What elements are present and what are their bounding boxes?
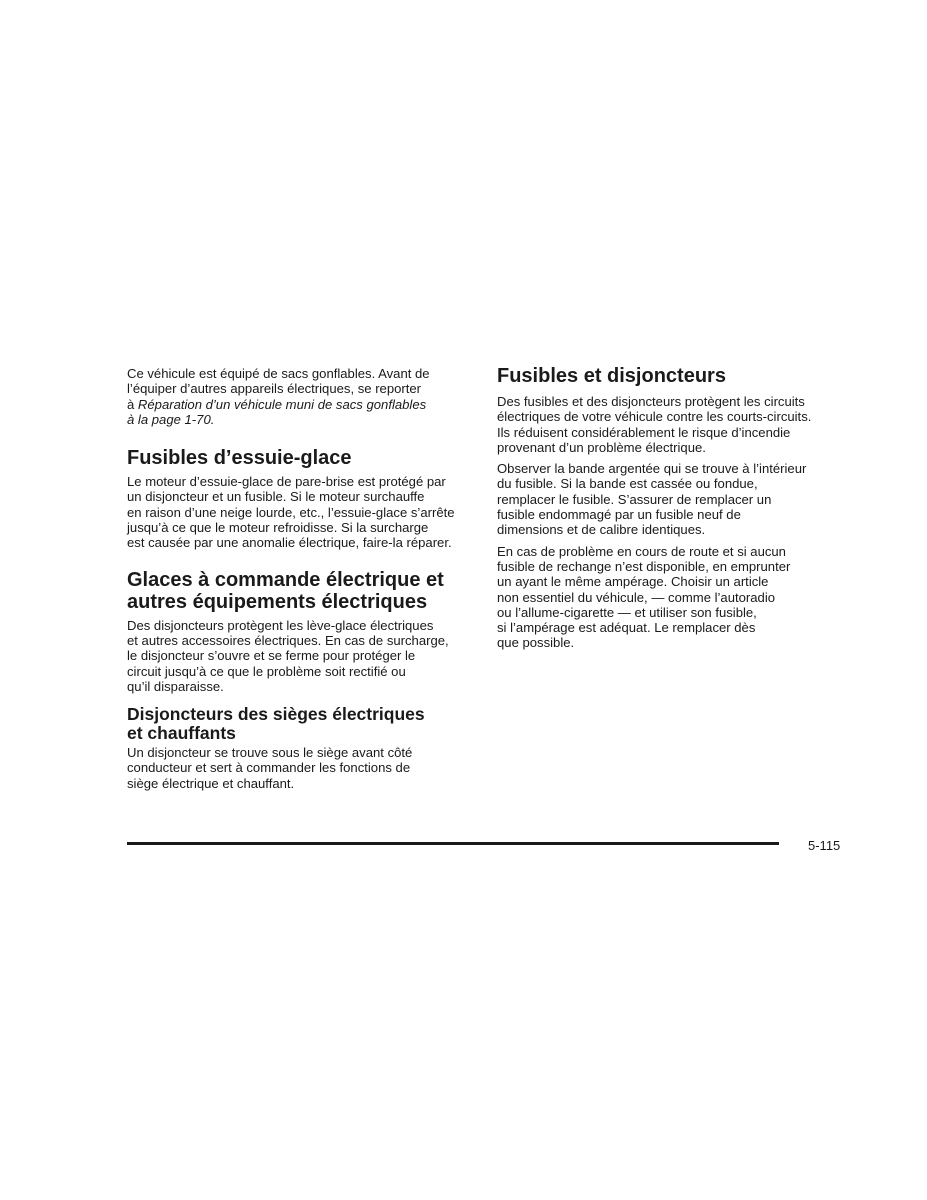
text-line: Un disjoncteur se trouve sous le siège avant côté: [127, 745, 413, 761]
section-heading-glaces-commande-electrique: [127, 569, 477, 613]
text-line: non essentiel du véhicule, — comme l’autoradio: [497, 589, 776, 605]
page-number: 5-115: [808, 838, 841, 853]
right-column: [497, 365, 842, 657]
text-line: En cas de problème en cours de route et si aucun: [497, 543, 786, 559]
paragraph-glaces-commande-electrique: [127, 618, 477, 694]
text-line: et autres accessoires électriques. En cas de surcharge,: [127, 632, 449, 648]
intro-line: Ce véhicule est équipé de sacs gonflables. Avant de: [127, 366, 430, 381]
paragraph-fusibles-2: [497, 461, 842, 537]
heading-line: autres équipements électriques: [127, 590, 428, 613]
text-line: remplacer le fusible. S’assurer de remplacer un: [497, 491, 772, 507]
text-line: siège électrique et chauffant.: [127, 775, 295, 791]
paragraph-disjoncteurs-sieges: [127, 745, 477, 791]
heading-line: Disjoncteurs des sièges électriques: [127, 704, 425, 725]
text-line: circuit jusqu’à ce que le problème soit rectifié ou: [127, 663, 406, 679]
text-line: électriques de votre véhicule contre les courts-circuits.: [497, 409, 812, 425]
text-line: un ayant le même ampérage. Choisir un article: [497, 574, 769, 590]
heading-line: et chauffants: [127, 722, 236, 743]
text-line: si l’ampérage est adéquat. Le remplacer dès: [497, 620, 756, 636]
heading-line: Glaces à commande électrique et: [127, 568, 444, 591]
text-line: Observer la bande argentée qui se trouve à l’intérieur: [497, 461, 807, 477]
section-heading-fusibles-disjoncteurs: Fusibles et disjoncteurs: [497, 365, 726, 387]
intro-prefix: à: [127, 396, 138, 412]
text-line: provenant d’un problème électrique.: [497, 439, 706, 455]
text-line: fusible de rechange n’est disponible, en emprunter: [497, 558, 791, 574]
intro-line: l’équiper d’autres appareils électriques, se reporter: [127, 381, 422, 397]
cross-reference-link[interactable]: Réparation d’un véhicule muni de sacs gonflables: [137, 396, 427, 412]
text-line: du fusible. Si la bande est cassée ou fondue,: [497, 476, 758, 492]
text-line: Ils réduisent considérablement le risque d’incendie: [497, 424, 791, 440]
left-column: [127, 366, 477, 797]
cross-reference-page[interactable]: à la page 1-70.: [127, 411, 215, 427]
text-line: Des fusibles et des disjoncteurs protègent les circuits: [497, 394, 805, 409]
paragraph-fusibles-1: [497, 394, 842, 455]
text-line: fusible endommagé par un fusible neuf de: [497, 507, 741, 523]
text-line: conducteur et sert à commander les fonctions de: [127, 760, 411, 776]
text-line: que possible.: [497, 635, 575, 651]
footer-rule: [127, 842, 779, 845]
section-heading-fusibles-essuie-glace: Fusibles d’essuie-glace: [127, 447, 352, 470]
text-line: qu’il disparaisse.: [127, 678, 224, 694]
intro-line-reference: [127, 397, 477, 412]
text-line: en raison d’une neige lourde, etc., l’essuie-glace s’arrête: [127, 504, 455, 520]
text-line: dimensions et de calibre identiques.: [497, 522, 706, 538]
text-line: un disjoncteur et un fusible. Si le moteur surchauffe: [127, 489, 425, 505]
text-line: Des disjoncteurs protègent les lève-glace électriques: [127, 617, 434, 633]
text-line: jusqu’à ce que le moteur refroidisse. Si la surcharge: [127, 520, 429, 536]
intro-paragraph: [127, 366, 477, 427]
text-line: le disjoncteur s’ouvre et se ferme pour protéger le: [127, 648, 416, 664]
text-line: ou l’allume-cigarette — et utiliser son fusible,: [497, 604, 757, 620]
text-line: Le moteur d’essuie-glace de pare-brise est protégé par: [127, 474, 446, 490]
paragraph-fusibles-3: [497, 544, 842, 651]
section-heading-disjoncteurs-sieges: [127, 705, 477, 742]
paragraph-fusibles-essuie-glace: [127, 474, 477, 550]
text-line: est causée par une anomalie électrique, faire-la réparer.: [127, 535, 452, 551]
